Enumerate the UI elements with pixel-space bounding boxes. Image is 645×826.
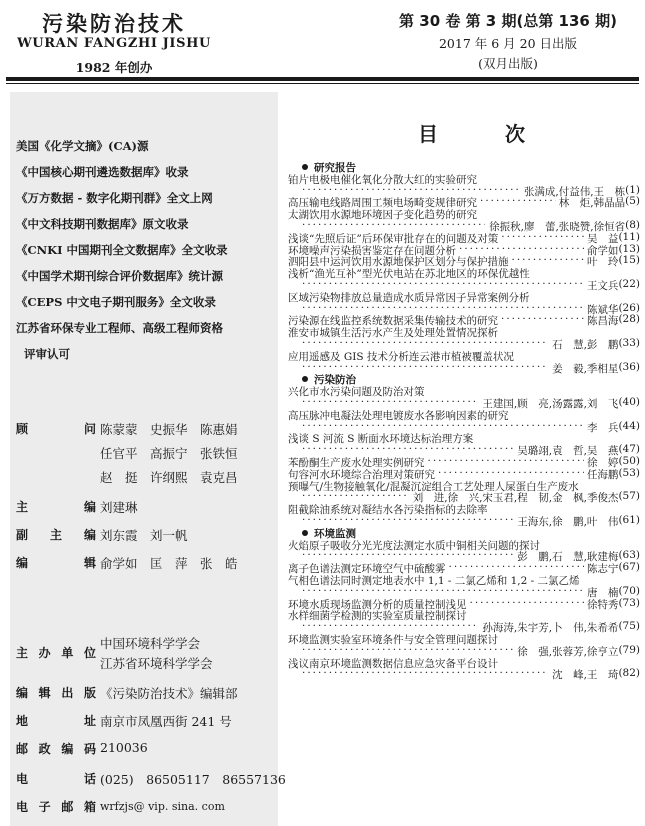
postcode-value: 210036: [100, 740, 148, 755]
editors-names: 俞学如 匡 萍 张 皓: [100, 556, 238, 571]
article-page: (53): [618, 466, 640, 479]
role-char: 位: [83, 646, 96, 660]
role-char: 电: [16, 800, 29, 814]
article-title[interactable]: 预曝气/生物接触氧化/混凝沉淀组合工艺处理人屎蛋白生产废水: [288, 480, 579, 493]
role-char: 主: [16, 500, 29, 514]
article-page: (44): [618, 419, 640, 432]
phone-value: (025) 86505117 86557136: [100, 772, 286, 787]
journal-pinyin: WURAN FANGZHI JISHU: [17, 36, 211, 51]
indexing-entry: 评审认可: [24, 347, 70, 361]
founded-year: 1982 年创办: [75, 60, 153, 75]
advisors-row: 陈蒙蒙 史振华 陈惠娟: [100, 422, 238, 437]
article-authors: 王海东,徐 鹏,叶 伟: [517, 516, 619, 528]
role-char: 址: [83, 714, 96, 728]
indexing-entry: 《CEPS 中文电子期刊服务》全文收录: [16, 295, 216, 309]
article-page: (28): [618, 313, 640, 326]
article-authors: 陈昌海: [586, 315, 619, 328]
article-page: (47): [618, 443, 640, 456]
masthead: [0, 0, 645, 84]
article-page: (26): [618, 301, 640, 314]
editor-in-chief-name: 刘建琳: [100, 500, 138, 515]
article-title[interactable]: 句容河水环境综合治理对策研究: [288, 468, 435, 481]
deputy-editors-names: 刘东霞 刘一帆: [100, 528, 188, 543]
article-title[interactable]: 环境水质现场监测分析的质量控制浅见: [288, 598, 467, 611]
role-char: 码: [83, 742, 96, 756]
article-authors: 王文兵: [586, 280, 619, 292]
article-authors: 徐振秋,廖 蕾,张晓赞,徐恒省: [489, 221, 626, 233]
header-rule-thick: [6, 77, 639, 81]
indexing-entry: 江苏省环保专业工程师、高级工程师资格: [16, 321, 223, 335]
role-char: 问: [83, 422, 96, 436]
article-page: (15): [618, 254, 640, 267]
email-role: [16, 798, 96, 815]
role-char: 编: [16, 556, 29, 570]
role-char: 辑: [38, 686, 51, 700]
advisors-row: 任官平 高振宁 张铁恒: [100, 446, 238, 461]
article-title[interactable]: 铂片电极电催化氧化分散大红的实验研究: [288, 173, 477, 186]
role-char: 版: [83, 686, 96, 700]
role-char: 话: [83, 772, 96, 786]
role-char: 出: [61, 686, 74, 700]
indexing-entry: 《中国核心期刊遴选数据库》收录: [16, 165, 189, 179]
address-role: [16, 712, 96, 729]
email-value: wrfzjs@ vip. sina. com: [100, 800, 225, 813]
role-char: 办: [38, 646, 51, 660]
article-authors: 吴璐翊,袁 哲,吴 燕: [517, 445, 619, 458]
article-page: (11): [618, 230, 640, 243]
article-title[interactable]: 阻截除油系统对凝结水各污染指标的去除率: [288, 504, 488, 517]
article-page: (75): [618, 620, 640, 633]
dot-leader: [302, 667, 548, 682]
bullet-icon: [302, 530, 308, 536]
article-title[interactable]: 浅谈“先照后证”后环保审批存在的问题及对策: [288, 232, 499, 245]
advisors-row: 赵 挺 许纲熙 袁克昌: [100, 470, 238, 485]
issue-frequency: (双月出版): [478, 56, 538, 71]
address-value: 南京市凤凰西街 241 号: [100, 714, 232, 729]
article-title[interactable]: 环境监测实验室环境条件与安全管理问题探讨: [288, 634, 498, 646]
article-page: (5): [625, 195, 640, 208]
role-char: 单: [61, 646, 74, 660]
bullet-icon: [302, 164, 308, 170]
article-page: (22): [618, 278, 640, 290]
role-char: 编: [83, 528, 96, 542]
role-char: 副: [16, 528, 29, 542]
article-authors: 陈斌华: [586, 303, 619, 316]
article-authors: 刘 进,徐 兴,宋玉君,程 韧,金 枫,季俊杰: [412, 492, 619, 505]
article-title[interactable]: 区域污染物排放总量造成水质异常因子异常案例分析: [288, 291, 530, 304]
article-page: (63): [618, 549, 640, 562]
article-page: (13): [618, 242, 640, 255]
article-title[interactable]: 高压脉冲电凝法处理电镀废水各影响因素的研究: [288, 409, 509, 422]
article-title[interactable]: 火焰原子吸收分光光度法测定水质中铜相关问题的探讨: [288, 539, 540, 552]
article-title[interactable]: 苯酚酮生产废水处理实例研究: [288, 457, 425, 469]
issue-volume: 第 30 卷 第 3 期(总第 136 期): [399, 12, 617, 30]
article-authors: 陈志宁: [586, 563, 619, 576]
article-title[interactable]: 泗阳县中运河饮用水源地保护区划分与保护措施: [288, 256, 509, 269]
article-title[interactable]: 环境噪声污染损害鉴定存在问题分析: [288, 244, 456, 257]
editors-role: [16, 554, 96, 571]
article-page: (36): [618, 360, 640, 373]
article-page: (50): [618, 455, 640, 467]
article-title[interactable]: 高压输电线路周围工频电场畸变规律研究: [288, 197, 477, 210]
masthead-sidebar: [10, 92, 286, 826]
article-page: (79): [618, 643, 640, 656]
section-heading-label: 污染防治: [314, 374, 356, 387]
article-page: (82): [618, 667, 640, 680]
indexing-entry: 《万方数据 - 数字化期刊群》全文上网: [16, 191, 213, 205]
role-char: 编: [16, 686, 29, 700]
advisors-role: [16, 420, 96, 437]
article-authors: 王建国,顾 亮,汤露露,刘 飞: [482, 398, 619, 410]
role-char: 邮: [16, 742, 29, 756]
article-authors: 徐特秀: [586, 598, 619, 611]
deputy-editors-role: [16, 526, 96, 543]
article-authors: 任海鹏: [586, 468, 619, 481]
article-title[interactable]: 应用遥感及 GIS 技术分析连云港市植被覆盖状况: [288, 350, 514, 363]
article-page: (57): [618, 490, 640, 503]
role-char: 邮: [61, 800, 74, 814]
sponsors-role: [16, 644, 96, 661]
indexing-entry: 美国《化学文摘》(CA)源: [16, 139, 149, 153]
article-authors: 孙海涛,朱宇芳,卜 伟,朱希希: [482, 622, 619, 635]
phone-role: [16, 770, 96, 787]
article-title[interactable]: 浅析“渔光互补”型光伏电站在苏北地区的环保优越性: [288, 268, 530, 281]
article-authors: 唐 楠: [586, 586, 619, 599]
article-page: (1): [625, 183, 640, 196]
article-authors: 李 兵: [586, 421, 619, 434]
article-authors: 姜 毅,季相星: [552, 362, 619, 375]
article-page: (70): [618, 584, 640, 597]
editor-in-chief-role: [16, 498, 96, 515]
article-page: (61): [618, 514, 640, 526]
article-page: (40): [618, 396, 640, 408]
sponsor-line: 江苏省环境科学学会: [100, 656, 213, 671]
role-char: 箱: [83, 800, 96, 814]
contents-title: 目 次: [418, 122, 555, 146]
indexing-entry: 《CNKI 中国期刊全文数据库》全文收录: [16, 243, 228, 257]
publisher-role: [16, 684, 96, 701]
article-title[interactable]: 淮安市城镇生活污水产生及处理处置情况探析: [288, 327, 498, 340]
article-page: (67): [618, 561, 640, 574]
role-char: 编: [83, 500, 96, 514]
article-authors: 俞学如: [586, 244, 619, 257]
indexing-entry: 《中文科技期刊数据库》原文收录: [16, 217, 189, 231]
role-char: 主: [16, 646, 29, 660]
role-char: 政: [38, 742, 51, 756]
article-authors: 徐 强,张蓉芳,徐亨立: [517, 645, 619, 658]
article-authors: 沈 峰,王 琦: [552, 669, 619, 682]
article-title[interactable]: 兴化市水污染问题及防治对策: [288, 386, 425, 399]
header-rule-thin: [6, 83, 639, 84]
article-page: (33): [618, 337, 640, 349]
article-page: (8): [625, 219, 640, 231]
role-char: 编: [61, 742, 74, 756]
role-char: 电: [16, 772, 29, 786]
article-authors: 徐 婷: [586, 457, 619, 469]
issue-date: 2017 年 6 月 20 日出版: [438, 36, 578, 51]
article-byline: [288, 667, 640, 682]
sponsor-line: 中国环境科学学会: [100, 636, 201, 651]
role-char: 顾: [16, 422, 29, 436]
role-char: 辑: [83, 556, 96, 570]
article-title[interactable]: 浅谈 S 河流 S 断面水环境达标治理方案: [288, 433, 474, 446]
publisher-value: 《污染防治技术》编辑部: [100, 686, 238, 701]
article-title[interactable]: 污染源在线监控系统数据采集传输技术的研究: [288, 315, 498, 328]
article-title[interactable]: 水样细菌学检测的实验室质量控制探讨: [288, 610, 467, 623]
section-heading-label: 研究报告: [314, 162, 356, 174]
role-char: 子: [38, 800, 51, 814]
article-title[interactable]: 气相色谱法同时测定地表水中 1,1 - 二氯乙烯和 1,2 - 二氯乙烯: [288, 575, 580, 587]
article-authors: 石 慧,彭 鹏: [552, 339, 619, 351]
article-authors: 叶 玲: [586, 256, 619, 269]
article-page: (73): [618, 596, 640, 609]
article-authors: 张满成,付益伟,王 栋: [523, 185, 626, 198]
journal-title: 污染防治技术: [42, 12, 186, 36]
role-char: 主: [49, 528, 62, 542]
article-title[interactable]: 太湖饮用水源地环境因子变化趋势的研究: [288, 209, 477, 222]
article-authors: 吴 益: [586, 232, 619, 245]
role-char: 地: [16, 714, 29, 728]
article-authors: 彭 鹏,石 慧,耿建梅: [517, 551, 619, 564]
article-title[interactable]: 浅议南京环境监测数据信息应急灾备平台设计: [288, 657, 498, 670]
indexing-entry: 《中国学术期刊综合评价数据库》统计源: [16, 269, 223, 283]
article-title[interactable]: 离子色谱法测定环境空气中硫酸雾: [288, 563, 446, 576]
bullet-icon: [302, 376, 308, 382]
table-of-contents: [288, 100, 640, 826]
article-authors: 林 炬,韩晶晶: [558, 197, 626, 210]
section-heading-label: 环境监测: [314, 527, 356, 540]
postcode-role: [16, 740, 96, 757]
